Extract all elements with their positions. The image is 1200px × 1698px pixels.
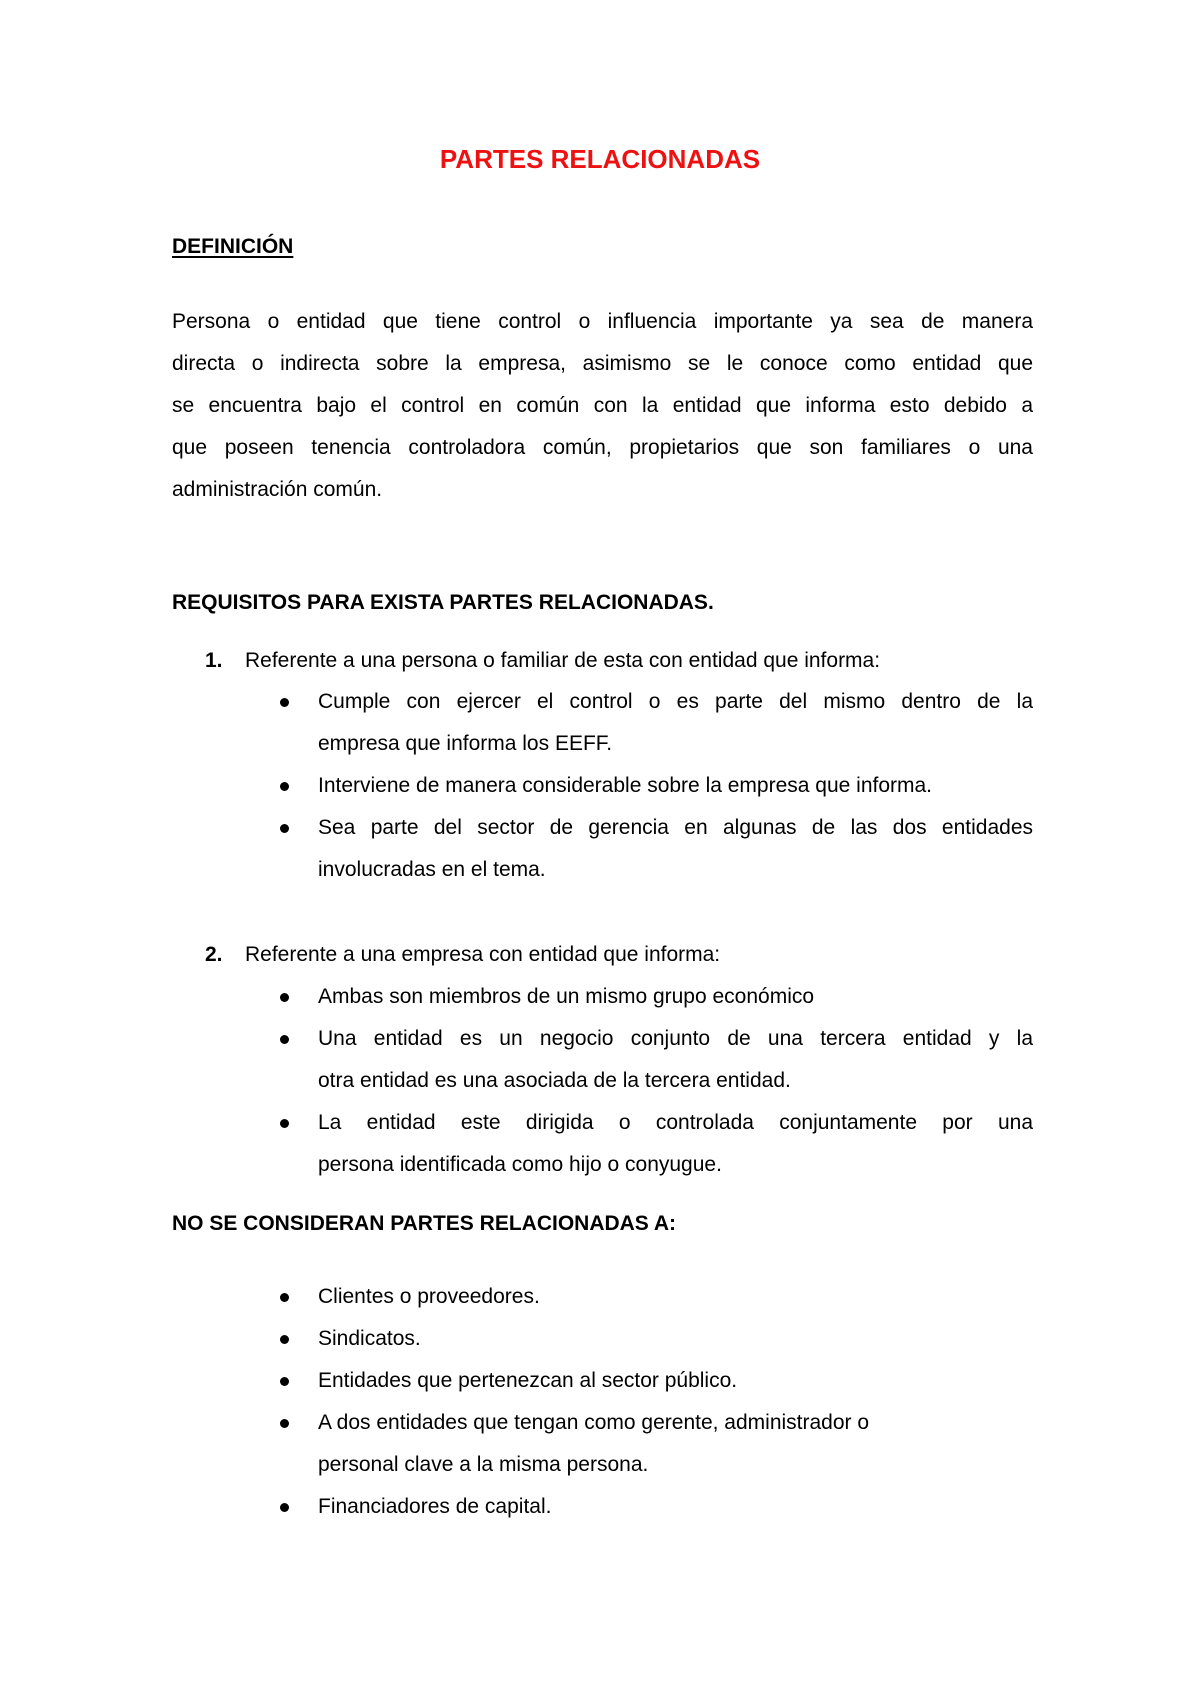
definition-line: administración común. [172, 478, 383, 501]
item-text: Referente a una persona o familiar de esta con entidad que informa: [245, 649, 881, 672]
bullet-dot [280, 1377, 289, 1386]
definition-line: directa o indirecta sobre la empresa, asimismo se le conoce como entidad que [172, 352, 1033, 375]
bullet-item: Clientes o proveedores. [318, 1285, 540, 1308]
requirements-heading: REQUISITOS PARA EXISTA PARTES RELACIONADAS. [172, 591, 714, 614]
bullet-dot [280, 824, 289, 833]
bullet-item: Financiadores de capital. [318, 1495, 552, 1518]
item-number: 2. [205, 943, 223, 966]
bullet-dot [280, 1035, 289, 1044]
definition-paragraph [172, 301, 1033, 511]
bullet-item: Sea parte del sector de gerencia en algunas de las dos entidades involucradas en el tema. [318, 816, 1033, 881]
bullet-item: Ambas son miembros de un mismo grupo económico [318, 985, 815, 1008]
bullet-dot [280, 993, 289, 1002]
exclusions-heading: NO SE CONSIDERAN PARTES RELACIONADAS A: [172, 1212, 677, 1235]
requirement-item-1 [205, 647, 880, 675]
document-title: PARTES RELACIONADAS [439, 144, 761, 174]
definition-heading: DEFINICIÓN [172, 235, 294, 258]
bullet-item: Cumple con ejercer el control o es parte del mismo dentro de la empresa que informa los EEFF. [318, 690, 1033, 755]
bullet-dot [280, 782, 289, 791]
bullet-item: Entidades que pertenezcan al sector público. [318, 1369, 738, 1392]
bullet-item: Sindicatos. [318, 1327, 421, 1350]
bullet-dot [280, 1335, 289, 1344]
definition-line: que poseen tenencia controladora común, propietarios que son familiares o una [172, 436, 1033, 459]
bullet-dot [280, 1503, 289, 1512]
bullet-dot [280, 1119, 289, 1128]
bullet-dot [280, 1293, 289, 1302]
item-number: 1. [205, 649, 223, 672]
requirement-item-2 [205, 941, 720, 969]
bullet-dot [280, 698, 289, 707]
bullet-dot [280, 1419, 289, 1428]
bullet-item: Interviene de manera considerable sobre la empresa que informa. [318, 774, 933, 797]
definition-line: Persona o entidad que tiene control o influencia importante ya sea de manera [172, 310, 1033, 333]
bullet-item: A dos entidades que tengan como gerente, administrador o personal clave a la misma persona. [318, 1411, 870, 1476]
item-text: Referente a una empresa con entidad que informa: [245, 943, 721, 966]
bullet-item: Una entidad es un negocio conjunto de una tercera entidad y la otra entidad es una asociada de la tercera entidad. [318, 1027, 1033, 1092]
bullet-item: La entidad este dirigida o controlada conjuntamente por una persona identificada como hijo o conyugue. [318, 1111, 1033, 1176]
definition-line: se encuentra bajo el control en común con la entidad que informa esto debido a [172, 394, 1033, 417]
